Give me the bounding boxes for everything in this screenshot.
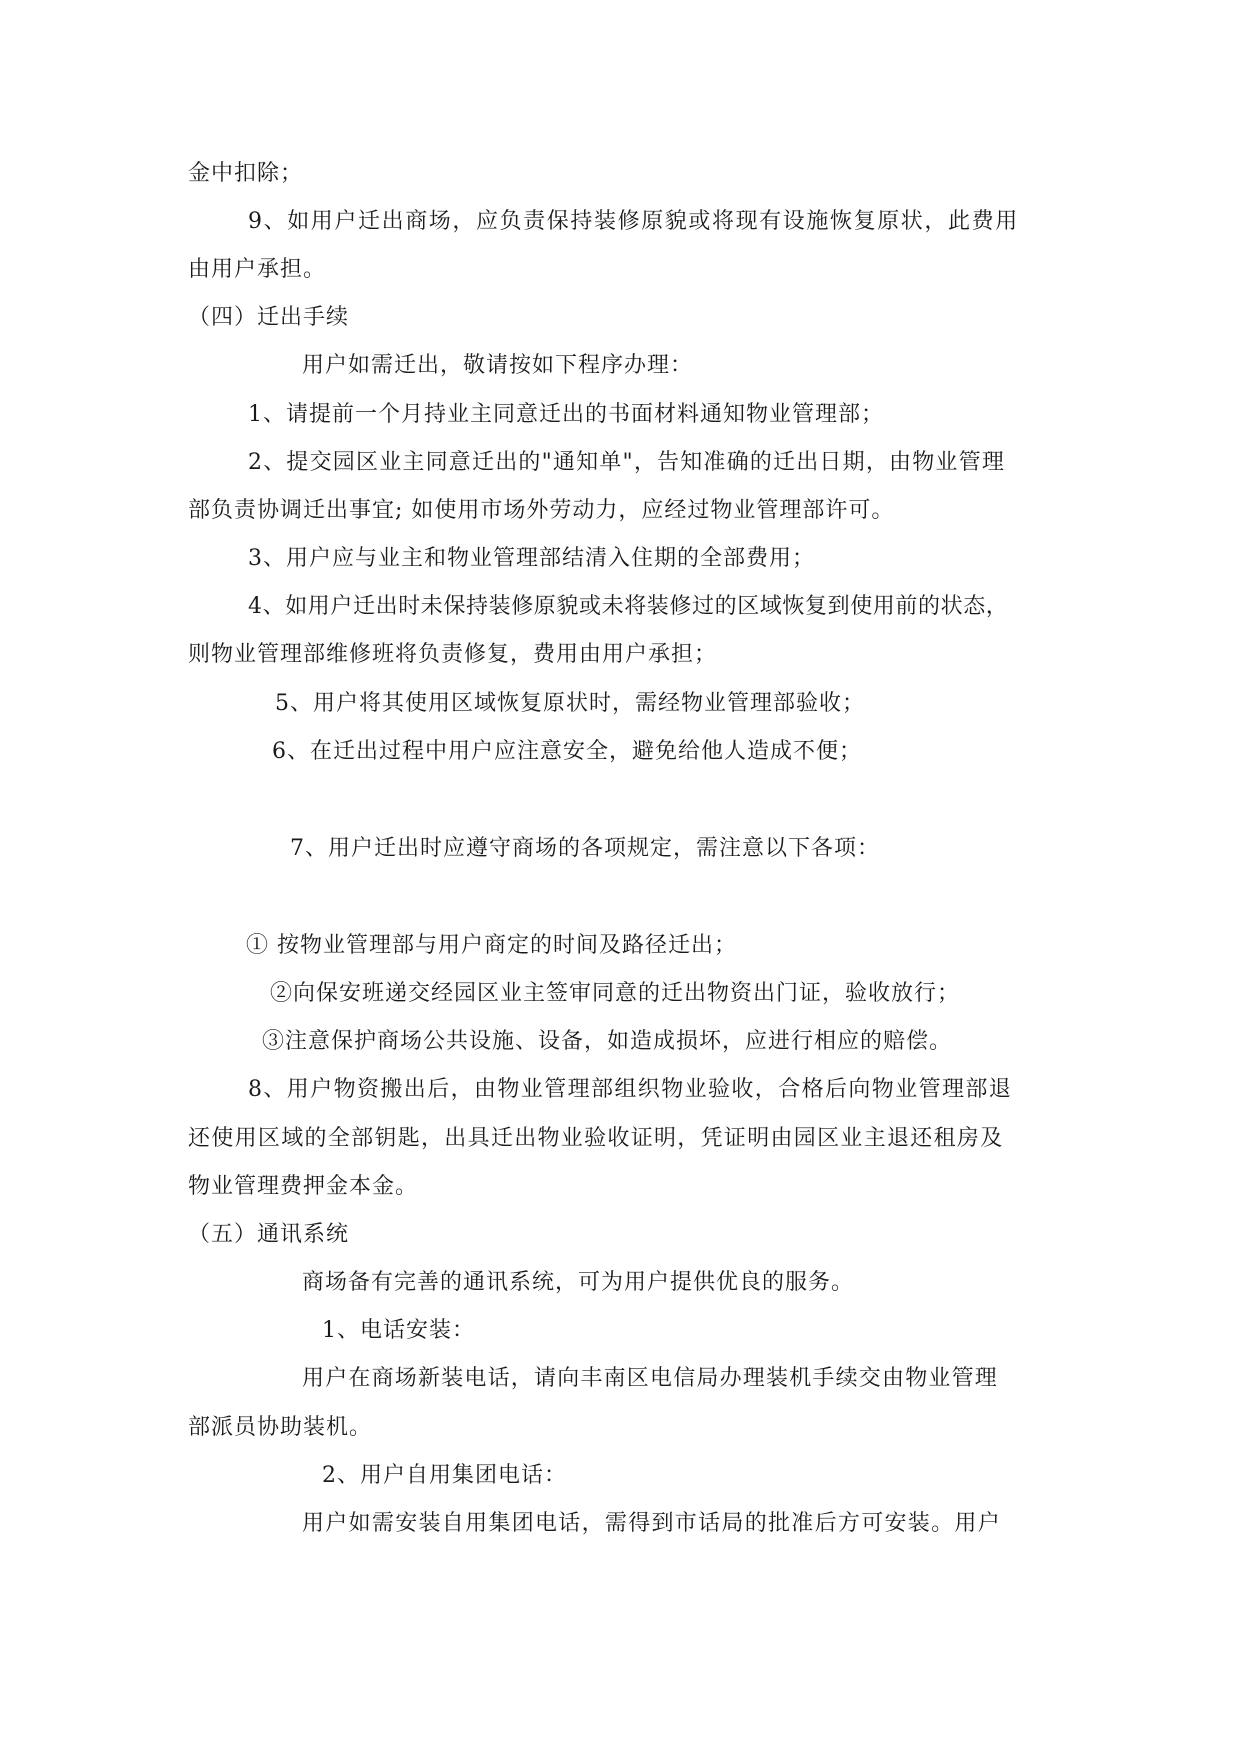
subheading: 2、用户自用集团电话： bbox=[322, 1463, 567, 1488]
list-item: ① 按物业管理部与用户商定的时间及路径迁出； bbox=[246, 933, 737, 958]
text-line: 金中扣除； bbox=[188, 161, 304, 186]
text-line: 1、请提前一个月持业主同意迁出的书面材料通知物业管理部； bbox=[248, 402, 884, 427]
text-line: 则物业管理部维修班将负责修复，费用由用户承担； bbox=[188, 642, 718, 667]
list-item: ③注意保护商场公共设施、设备，如造成损坏，应进行相应的赔偿。 bbox=[262, 1029, 953, 1054]
text-line: 8、用户物资搬出后，由物业管理部组织物业验收，合格后向物业管理部退 bbox=[248, 1077, 1013, 1102]
text-line: 3、用户应与业主和物业管理部结清入住期的全部费用； bbox=[248, 546, 815, 571]
text-line: 用户如需迁出，敬请按如下程序办理： bbox=[302, 353, 694, 378]
text-line: 还使用区域的全部钥匙，出具迁出物业验收证明，凭证明由园区业主退还租房及 bbox=[188, 1126, 1004, 1151]
text-line: 7、用户迁出时应遵守商场的各项规定，需注意以下各项： bbox=[290, 836, 880, 861]
text-line: 5、用户将其使用区域恢复原状时，需经物业管理部验收； bbox=[275, 691, 865, 716]
text-line: 部派员协助装机。 bbox=[188, 1415, 373, 1440]
section-heading: （四）迁出手续 bbox=[188, 305, 350, 330]
text-line: 由用户承担。 bbox=[188, 257, 327, 282]
text-line: 6、在迁出过程中用户应注意安全，避免给他人造成不便； bbox=[272, 739, 862, 764]
text-line: 商场备有完善的通讯系统，可为用户提供优良的服务。 bbox=[302, 1270, 855, 1295]
text-line: 4、如用户迁出时未保持装修原貌或未将装修过的区域恢复到使用前的状态， bbox=[248, 594, 1009, 619]
text-line: 部负责协调迁出事宜; 如使用市场外劳动力，应经过物业管理部许可。 bbox=[188, 498, 895, 523]
text-line: 物业管理费押金本金。 bbox=[188, 1174, 419, 1199]
section-heading: （五）通讯系统 bbox=[188, 1222, 350, 1247]
subheading: 1、电话安装： bbox=[322, 1318, 475, 1343]
text-line: 9、如用户迁出商场，应负责保持装修原貌或将现有设施恢复原状，此费用 bbox=[248, 209, 1019, 234]
list-item: ②向保安班递交经园区业主签审同意的迁出物资出门证，验收放行； bbox=[270, 981, 961, 1006]
text-line: 用户在商场新装电话，请向丰南区电信局办理装机手续交由物业管理 bbox=[302, 1366, 999, 1391]
text-line: 用户如需安装自用集团电话，需得到市话局的批准后方可安装。用户 bbox=[302, 1511, 1002, 1536]
text-line: 2、提交园区业主同意迁出的"通知单"，告知准确的迁出日期，由物业管理 bbox=[248, 450, 1006, 475]
